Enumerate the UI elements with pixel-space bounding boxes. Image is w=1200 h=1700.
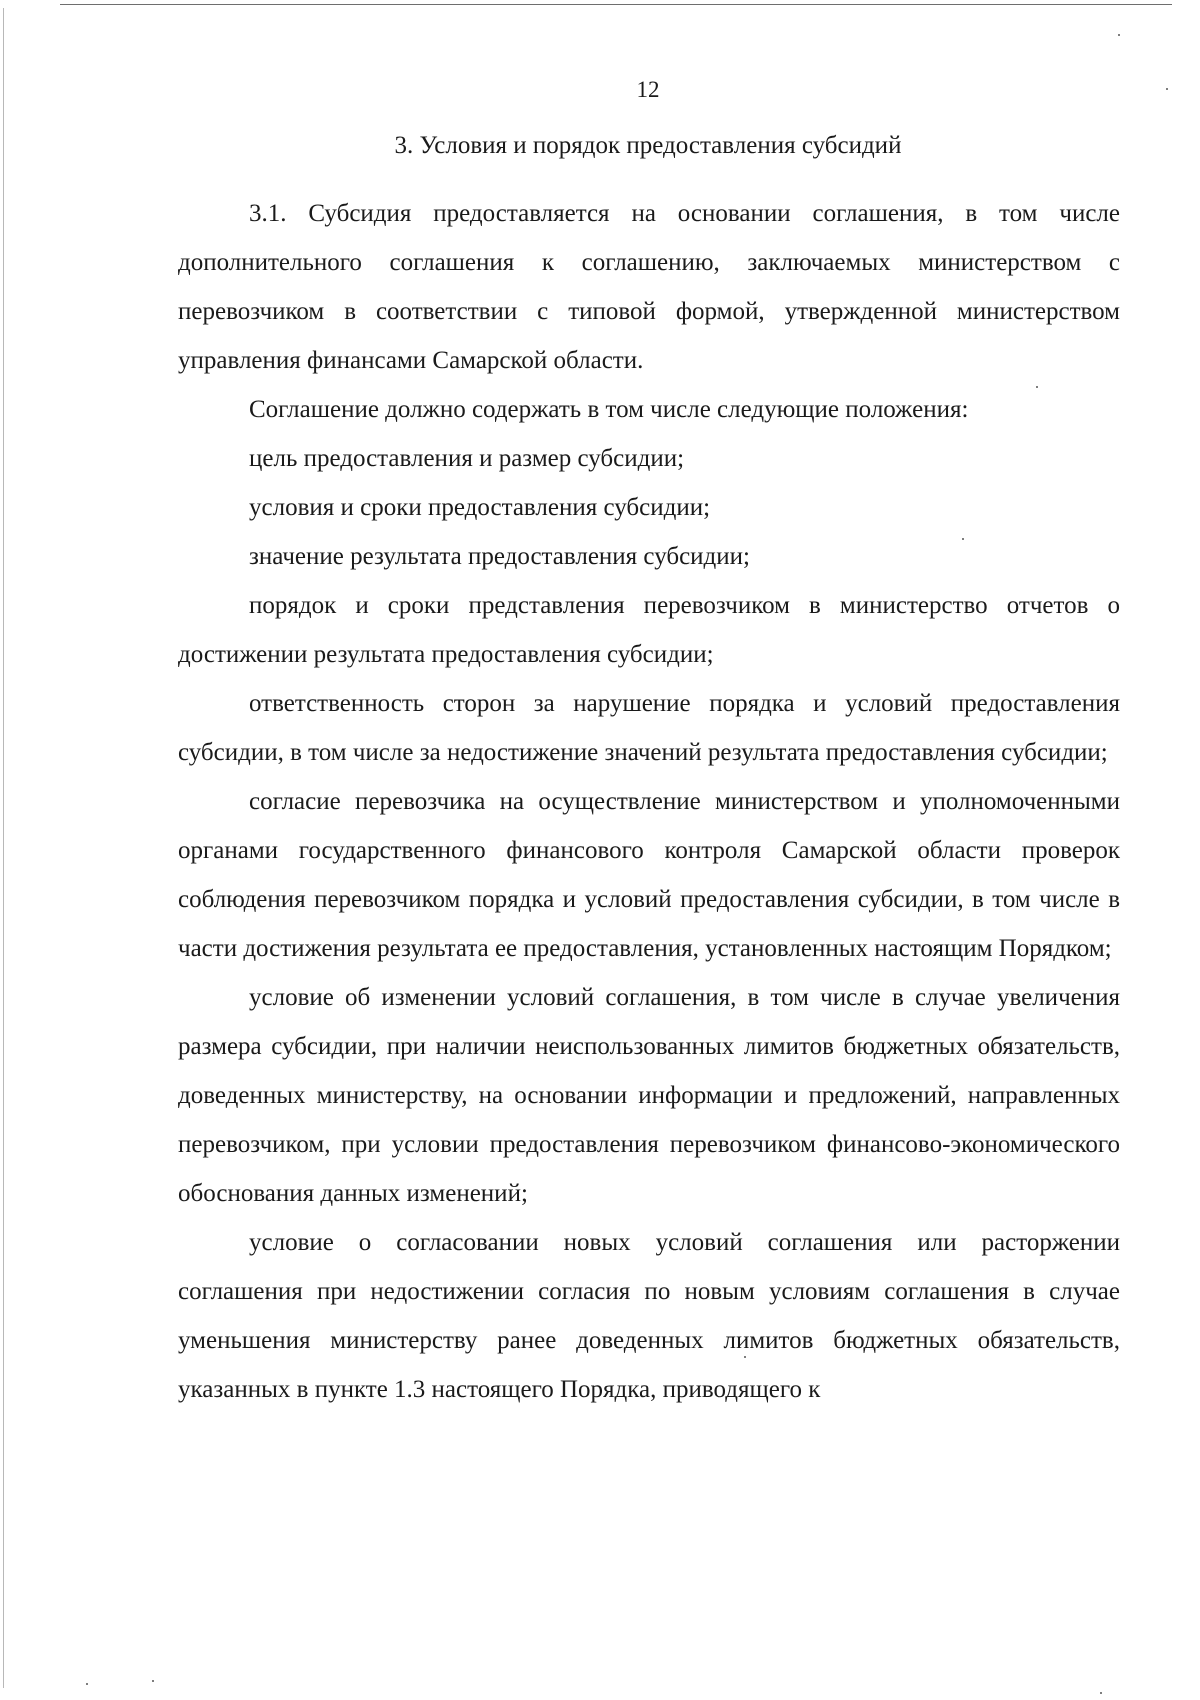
scan-speck bbox=[1036, 386, 1038, 388]
document-body bbox=[178, 189, 1120, 1414]
list-item-responsibility: ответственность сторон за нарушение порядка и условий предоставления субсидии, в том числе за недостижение значений результата предоставления субсидии; bbox=[178, 690, 1120, 766]
list-item-consent: согласие перевозчика на осуществление министерством и уполномоченными органами государственного финансового контроля Самарской области проверок соблюдения перевозчиком порядка и условий предоставления субсидии, в том числе в части достижения результата ее предоставления, установленных настоящим Порядком; bbox=[178, 788, 1120, 962]
page-number: 12 bbox=[636, 77, 660, 102]
list-item-result-value: значение результата предоставления субсидии; bbox=[249, 543, 750, 570]
scan-speck bbox=[1118, 34, 1120, 36]
scan-speck bbox=[1166, 88, 1168, 90]
scan-speck bbox=[744, 1356, 746, 1358]
list-item-reporting: порядок и сроки представления перевозчиком в министерство отчетов о достижении результата предоставления субсидии; bbox=[178, 592, 1120, 668]
list-item-changes: условие об изменении условий соглашения, в том числе в случае увеличения размера субсидии, при наличии неиспользованных лимитов бюджетных обязательств, доведенных министерству, на основании информации и предложений, направленных перевозчиком, при условии предоставления перевозчиком финансово-экономического обоснования данных изменений; bbox=[178, 984, 1120, 1207]
scan-top-edge bbox=[60, 4, 1172, 5]
scan-left-edge bbox=[3, 8, 4, 1688]
scan-speck bbox=[86, 1683, 88, 1685]
list-item-terms: условия и сроки предоставления субсидии; bbox=[249, 494, 711, 521]
scan-speck bbox=[962, 538, 964, 540]
scan-speck bbox=[1100, 1692, 1102, 1694]
paragraph-agreement-provisions: Соглашение должно содержать в том числе следующие положения: bbox=[249, 396, 969, 423]
section-heading: 3. Условия и порядок предоставления субсидий bbox=[394, 132, 902, 159]
paragraph-3-1: 3.1. Субсидия предоставляется на основании соглашения, в том числе дополнительного соглашения к соглашению, заключаемых министерством с перевозчиком в соответствии с типовой формой, утвержденной министерством управления финансами Самарской области. bbox=[178, 200, 1120, 374]
list-item-purpose: цель предоставления и размер субсидии; bbox=[249, 445, 685, 472]
scan-speck bbox=[152, 1680, 154, 1682]
list-item-new-conditions: условие о согласовании новых условий соглашения или расторжении соглашения при недостижении согласия по новым условиям соглашения в случае уменьшения министерству ранее доведенных лимитов бюджетных обязательств, указанных в пункте 1.3 настоящего Порядка, приводящего к bbox=[178, 1229, 1120, 1403]
